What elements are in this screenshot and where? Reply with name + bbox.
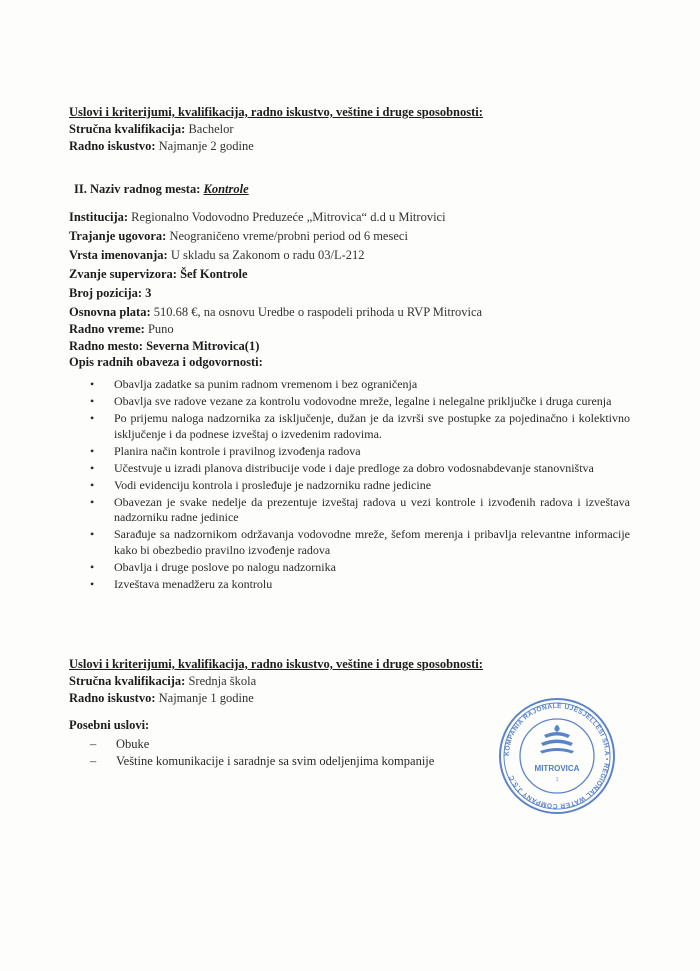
qualification-label: Stručna kvalifikacija: — [69, 122, 186, 136]
qualification-value: Srednja škola — [188, 674, 257, 688]
duty-item: • Izveštava menadžeru za kontrolu — [90, 576, 273, 591]
institution-value: Regionalno Vodovodno Preduzeće „Mitrovica“ d.d u Mitrovici — [131, 210, 446, 224]
position-heading-prefix: II. Naziv radnog mesta: — [74, 182, 201, 196]
duty-item: • Obavlja i druge poslove po nalogu nadzornika — [90, 559, 336, 574]
duration-label: Trajanje ugovora: — [69, 229, 167, 243]
workplace-row: Radno mesto: Severna Mitrovica(1) — [69, 339, 260, 353]
qualification-row-2 — [69, 674, 256, 689]
criteria-heading-2: Uslovi i kriterijumi, kvalifikacija, radno iskustvo, veštine i druge sposobnosti: — [69, 657, 483, 671]
duty-item: • Po prijemu naloga nadzornika za isključenje, dužan je da izvrši sve postupke za pojedinačno i kolektivno isključenje i da podnese izveštaj o izvedenim radovima. — [90, 411, 630, 441]
duration-value: Neograničeno vreme/probni period od 6 meseci — [169, 229, 408, 243]
bullet-icon: • — [90, 460, 95, 475]
stamp-city-text: MITROVICA — [534, 764, 580, 773]
duties-list — [90, 377, 630, 594]
qualification-label: Stručna kvalifikacija: — [69, 674, 186, 688]
salary-label: Osnovna plata: — [69, 305, 151, 319]
duty-item: • Sarađuje sa nadzornikom održavanja vodovodne mreže, šefom merenja i pribavlja relevantne informacije kako bi obezbedio pravilno izvođenje radova — [90, 527, 630, 557]
bullet-icon: • — [90, 411, 95, 425]
institution-row — [69, 210, 446, 225]
special-condition-item: – Veštine komunikacije i saradnje sa svim odeljenjima kompanije — [90, 754, 435, 768]
dash-icon: – — [90, 754, 97, 768]
qualification-row-1 — [69, 122, 234, 137]
supervisor-row: Zvanje supervizora: Šef Kontrole — [69, 267, 248, 281]
duration-row — [69, 229, 408, 244]
experience-label: Radno iskustvo: — [69, 139, 156, 153]
duty-item: • Obavlja zadatke sa punim radnom vremenom i bez ograničenja — [90, 377, 418, 391]
bullet-icon: • — [90, 477, 95, 492]
worktime-label: Radno vreme: — [69, 322, 145, 336]
duty-item: • Obavezan je svake nedelje da prezentuje izveštaj radova u vezi kontrole i izvođenih radova i izveštava nadzorniku radne jedinice — [90, 494, 630, 524]
bullet-icon: • — [90, 576, 95, 591]
experience-value: Najmanje 1 godine — [158, 691, 254, 705]
positions-row: Broj pozicija: 3 — [69, 286, 152, 300]
position-title: Kontrole — [203, 182, 249, 196]
appointment-label: Vrsta imenovanja: — [69, 248, 168, 262]
duty-item: • Obavlja sve radove vezane za kontrolu vodovodne mreže, legalne i nelegalne priključke i druga curenja — [90, 394, 612, 408]
special-conditions-list — [90, 736, 434, 770]
worktime-row — [69, 322, 174, 337]
bullet-icon: • — [90, 527, 95, 541]
experience-row-2 — [69, 691, 254, 706]
duty-item: • Vodi evidenciju kontrola i prosleđuje je nadzorniku radne jedicine — [90, 477, 432, 492]
institution-label: Institucija: — [69, 210, 129, 224]
duty-item: • Učestvuje u izradi planova distribucije vode i daje predloge za dobro vodosnabdevanje stanovništva — [90, 460, 594, 475]
bullet-icon: • — [90, 559, 95, 574]
company-stamp — [494, 697, 620, 815]
position-heading — [74, 182, 249, 197]
bullet-icon: • — [90, 443, 95, 458]
stamp-mark: 1 — [555, 777, 559, 783]
criteria-heading-1: Uslovi i kriterijumi, kvalifikacija, radno iskustvo, veštine i druge sposobnosti: — [69, 105, 483, 119]
special-conditions-heading: Posebni uslovi: — [69, 718, 150, 732]
appointment-row — [69, 248, 365, 263]
salary-row — [69, 305, 482, 320]
special-condition-item: – Obuke — [90, 737, 150, 751]
experience-value: Najmanje 2 godine — [158, 139, 254, 153]
appointment-value: U skladu sa Zakonom o radu 03/L-212 — [170, 248, 365, 262]
qualification-value: Bachelor — [188, 122, 234, 136]
salary-value: 510.68 €, na osnovu Uredbe o raspodeli prihoda u RVP Mitrovica — [153, 305, 483, 319]
stamp-ring-path: KOMPANIA RAJONALE UJËSJELLËSI SH.A • REGIONAL WATER COMPANY J.S.C — [503, 702, 611, 810]
experience-label: Radno iskustvo: — [69, 691, 156, 705]
duty-item: • Planira način kontrole i pravilnog izvođenja radova — [90, 443, 361, 458]
bullet-icon: • — [90, 377, 95, 391]
bullet-icon: • — [90, 394, 95, 408]
water-drop-icon — [540, 725, 574, 754]
experience-row-1 — [69, 139, 254, 154]
bullet-icon: • — [90, 494, 95, 509]
worktime-value: Puno — [147, 322, 174, 336]
dash-icon: – — [90, 737, 97, 751]
duties-heading: Opis radnih obaveza i odgovornosti: — [69, 355, 263, 369]
